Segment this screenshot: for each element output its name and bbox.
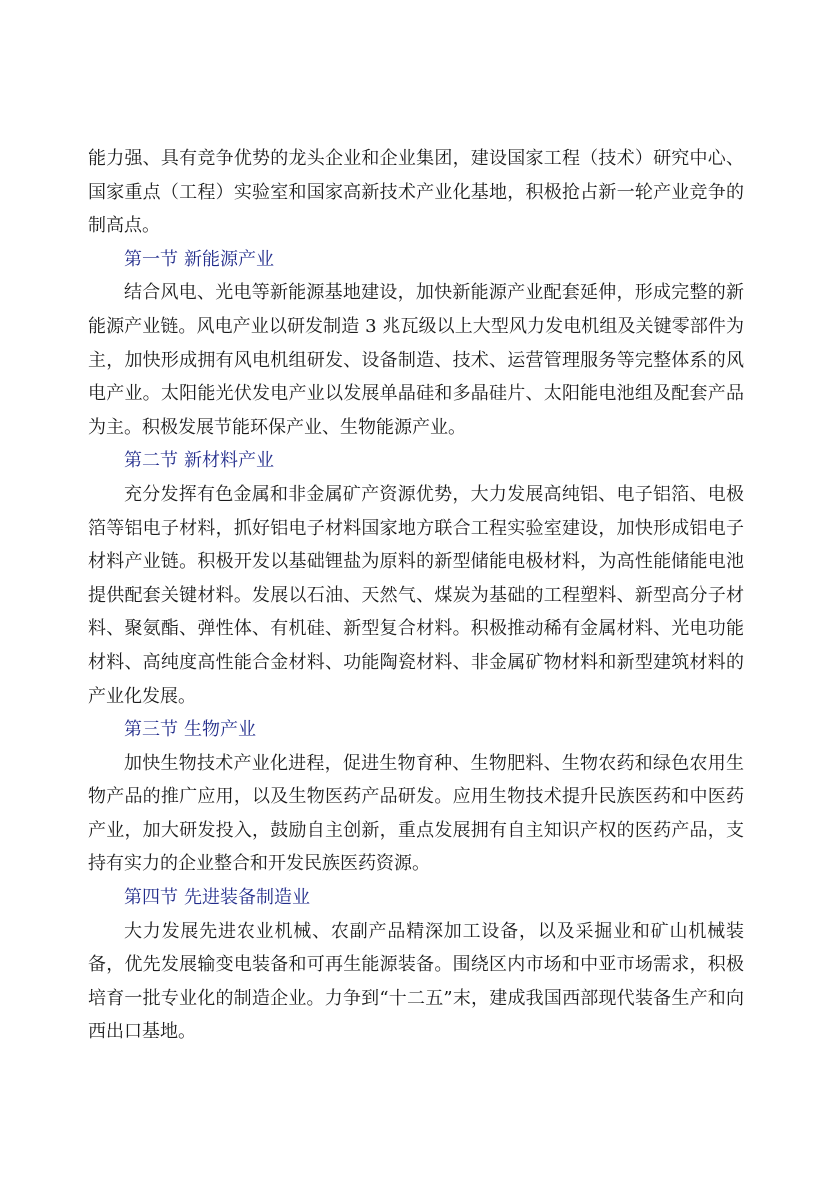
section-heading-1 <box>88 243 744 277</box>
section-title: 新材料产业 <box>184 450 274 472</box>
section-body-2: 充分发挥有色金属和非金属矿产资源优势，大力发展高纯铝、电子铝箔、电极箔等铝电子材料，抓好铝电子材料国家地方联合工程实验室建设，加快形成铝电子材料产业链。积极开发以基础锂盐为原料的新型储能电极材料，为高性能储能电池提供配套关键材料。发展以石油、天然气、煤炭为基础的工程塑料、新型高分子材料、聚氨酯、弹性体、有机硅、新型复合材料。积极推动稀有金属材料、光电功能材料、高纯度高性能合金材料、功能陶瓷材料、非金属矿物材料和新型建筑材料的产业化发展。 <box>88 483 744 707</box>
document-body <box>88 142 744 1049</box>
section-number: 第三节 <box>124 719 178 741</box>
section-body-3: 加快生物技术产业化进程，促进生物育种、生物肥料、生物农药和绿色农用生物产品的推广应用，以及生物医药产品研发。应用生物技术提升民族医药和中医药产业，加大研发投入，鼓励自主创新，重点发展拥有自主知识产权的医药产品，支持有实力的企业整合和开发民族医药资源。 <box>88 752 744 875</box>
section-heading-4 <box>88 881 744 915</box>
section-body-1: 结合风电、光电等新能源基地建设，加快新能源产业配套延伸，形成完整的新能源产业链。风电产业以研发制造 3 兆瓦级以上大型风力发电机组及关键零部件为主，加快形成拥有风电机组研发、设备制造、技术、运营管理服务等完整体系的风电产业。太阳能光伏发电产业以发展单晶硅和多晶硅片、太阳能电池组及配套产品为主。积极发展节能环保产业、生物能源产业。 <box>88 282 744 438</box>
section-title: 先进装备制造业 <box>184 887 310 909</box>
section-number: 第一节 <box>124 248 178 270</box>
section-title: 新能源产业 <box>184 248 274 270</box>
intro-paragraph: 能力强、具有竞争优势的龙头企业和企业集团，建设国家工程（技术）研究中心、国家重点（工程）实验室和国家高新技术产业化基地，积极抢占新一轮产业竞争的制高点。 <box>88 148 744 237</box>
section-heading-3 <box>88 713 744 747</box>
section-number: 第二节 <box>124 450 178 472</box>
section-body-4: 大力发展先进农业机械、农副产品精深加工设备，以及采掘业和矿山机械装备，优先发展输变电装备和可再生能源装备。围绕区内市场和中亚市场需求，积极培育一批专业化的制造企业。力争到“十二五”末，建成我国西部现代装备生产和向西出口基地。 <box>88 920 744 1043</box>
section-number: 第四节 <box>124 887 178 909</box>
section-heading-2 <box>88 444 744 478</box>
section-title: 生物产业 <box>184 719 256 741</box>
